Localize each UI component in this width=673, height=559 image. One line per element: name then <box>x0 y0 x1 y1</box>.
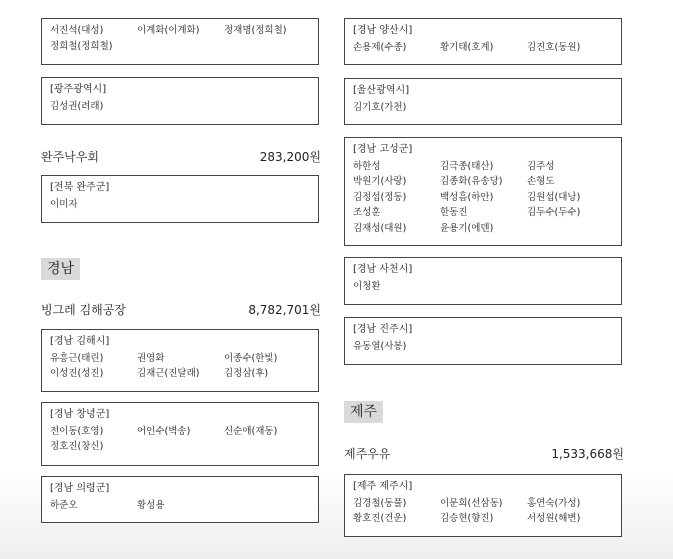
donor-names <box>353 100 613 116</box>
donor-box-10 <box>344 257 622 305</box>
donor-name: 이성진(성진) <box>50 368 104 379</box>
region-title: [경남 진주시] <box>353 324 413 335</box>
donor-name: 황기태(호계) <box>440 41 494 53</box>
donor-name: 조성훈 <box>353 207 381 218</box>
donor-names <box>353 40 613 56</box>
donor-name: 백성흠(하안) <box>440 191 494 203</box>
donor-name: 이계화(이계화) <box>137 25 200 36</box>
donor-names <box>50 23 310 54</box>
donor-name: 손형도 <box>527 176 555 187</box>
donor-name: 김원섭(대낭) <box>527 191 581 203</box>
region-title: [경남 사천시] <box>353 264 413 275</box>
donor-name: 김재근(진달래) <box>137 368 200 379</box>
donor-name: 이청환 <box>353 280 381 292</box>
donor-names <box>50 197 310 213</box>
donor-name: 이미자 <box>50 198 78 210</box>
donor-name: 김정삼(후) <box>224 368 269 379</box>
donor-name: 김경철(동풀) <box>353 497 407 509</box>
donor-names <box>353 279 613 295</box>
org-heading-2 <box>41 301 321 318</box>
donor-name: 황호진(건운) <box>353 513 407 524</box>
donor-name: 김기호(가천) <box>353 101 407 113</box>
donor-names <box>353 159 613 237</box>
donor-name: 윤용기(에덴) <box>440 222 494 234</box>
donor-name: 서진석(대성) <box>50 25 104 36</box>
region-title: [광주광역시] <box>50 84 107 95</box>
donor-name: 박원기(사랑) <box>353 176 407 187</box>
donor-box-12 <box>344 474 622 537</box>
region-title: [경남 양산시] <box>353 25 413 36</box>
donor-box-9 <box>344 137 622 246</box>
donor-name: 하한성 <box>353 160 381 172</box>
donor-names <box>353 496 613 527</box>
donor-name: 정재명(정희철) <box>224 25 287 36</box>
region-title: [경남 의령군] <box>50 483 110 494</box>
donor-name: 전이동(호영) <box>50 425 104 437</box>
org-heading-1 <box>41 148 321 165</box>
donor-name: 김두수(두수) <box>527 207 581 218</box>
donor-name: 정호진(창신) <box>50 441 104 452</box>
donor-names <box>50 424 310 455</box>
donor-name: 김정섭(정동) <box>353 191 407 203</box>
donor-box-5 <box>41 402 319 466</box>
region-label: 제주 <box>344 401 383 423</box>
org-name: 완주낙우회 <box>41 150 99 164</box>
donor-box-4 <box>41 329 319 392</box>
donor-box-7 <box>344 18 622 65</box>
donor-name: 유동열(사봉) <box>353 340 407 352</box>
org-amount: 283,200원 <box>259 150 321 164</box>
donor-name: 서성원(해변) <box>527 513 581 524</box>
org-amount: 1,533,668원 <box>551 447 624 461</box>
org-name: 제주우유 <box>344 447 391 461</box>
org-amount: 8,782,701원 <box>248 303 321 317</box>
region-title: [울산광역시] <box>353 85 410 96</box>
donor-name: 김종화(유송당) <box>440 176 503 187</box>
donor-box-6 <box>41 476 319 523</box>
region-title: [제주 제주시] <box>353 481 413 492</box>
donor-box-3 <box>41 175 319 223</box>
donor-name: 김승현(향진) <box>440 513 494 524</box>
donor-name: 신순애(재동) <box>224 425 278 437</box>
donor-name: 김진호(동원) <box>527 41 581 53</box>
donor-box-1 <box>41 18 319 65</box>
region-title: [경남 창녕군] <box>50 409 110 420</box>
donor-name: 유흥근(태린) <box>50 352 104 364</box>
donor-name: 이문희(선삼동) <box>440 497 503 509</box>
region-title: [경남 김해시] <box>50 336 110 347</box>
donor-name: 홍연숙(가성) <box>527 497 581 509</box>
donor-name: 정희철(정희철) <box>50 40 113 52</box>
donor-box-11 <box>344 317 622 365</box>
donor-name: 김주성 <box>527 160 555 172</box>
donor-name: 황성용 <box>137 499 165 511</box>
donor-name: 손용제(수종) <box>353 41 407 53</box>
donor-names <box>50 351 310 382</box>
donor-name: 한동진 <box>440 207 468 218</box>
donor-name: 이종수(한빛) <box>224 352 278 364</box>
region-title: [전북 완주군] <box>50 182 110 193</box>
donor-name: 김성권(려래) <box>50 100 104 112</box>
donor-names <box>50 498 310 514</box>
donor-name: 하준오 <box>50 499 78 511</box>
donor-name: 김재성(대원) <box>353 222 407 234</box>
region-title: [경남 고성군] <box>353 144 413 155</box>
donor-names <box>50 99 310 115</box>
donor-box-2 <box>41 77 319 125</box>
donor-names <box>353 339 613 355</box>
org-heading-3 <box>344 445 624 462</box>
region-label: 경남 <box>41 258 80 280</box>
donor-name: 어인수(벽송) <box>137 425 191 437</box>
org-name: 빙그레 김해공장 <box>41 303 126 317</box>
donor-box-8 <box>344 78 622 125</box>
donor-name: 권영화 <box>137 352 165 364</box>
donor-name: 김극종(태산) <box>440 160 494 172</box>
